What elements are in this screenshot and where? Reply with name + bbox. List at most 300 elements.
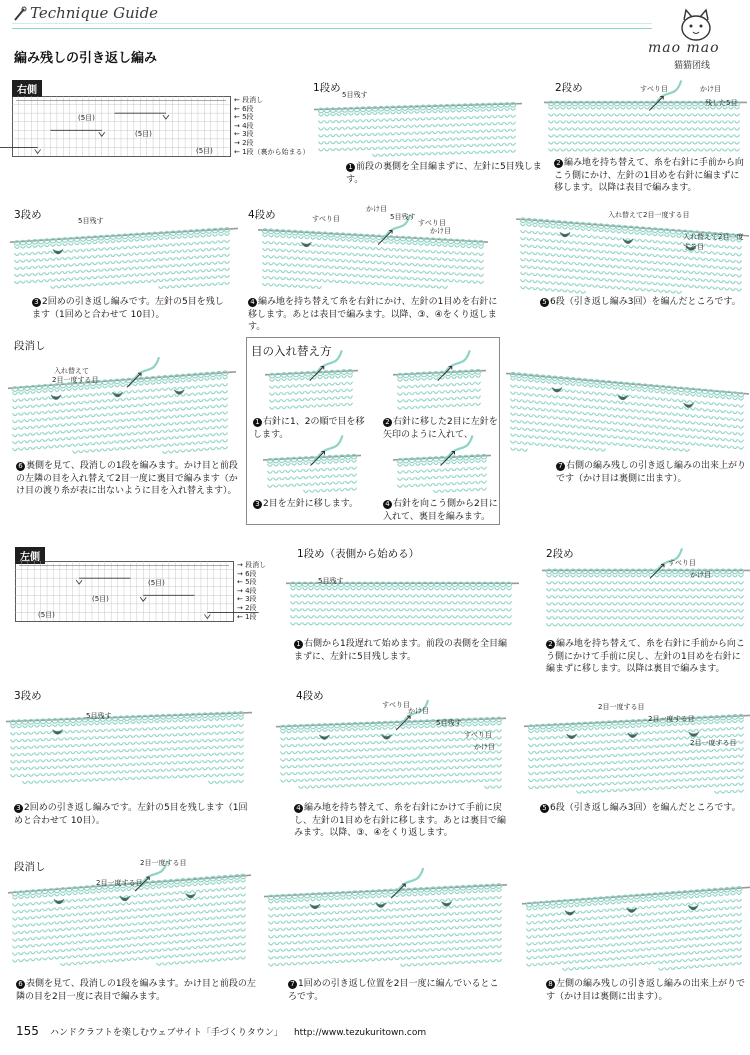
stitch: [673, 574, 678, 577]
stitch: [595, 602, 600, 605]
stitch: [398, 393, 403, 396]
stitch: [293, 250, 298, 253]
stitch: [191, 719, 196, 722]
stitch: [659, 262, 664, 265]
stitch: [63, 250, 68, 253]
stitch: [317, 279, 322, 282]
stitch: [471, 608, 476, 611]
stitch: [117, 240, 122, 243]
stitch: [57, 271, 62, 274]
stitch: [440, 490, 445, 493]
stitch: [300, 398, 305, 401]
stitch: [479, 758, 484, 761]
stitch: [67, 437, 72, 440]
stitch: [535, 380, 540, 383]
stitch: [428, 398, 433, 401]
stitch: [625, 739, 630, 742]
stitch: [197, 746, 202, 749]
stitch: [155, 720, 160, 723]
stitch: [709, 437, 714, 440]
stitch: [607, 726, 612, 729]
stitch: [207, 276, 212, 279]
stitch: [731, 267, 736, 270]
stitch: [637, 760, 642, 763]
stitch: [411, 608, 416, 611]
stitch: [227, 724, 232, 727]
stitch: [721, 595, 726, 598]
step-title: 4段め: [248, 209, 276, 221]
stitch: [281, 235, 286, 238]
stitch: [495, 594, 500, 597]
stitch: [163, 430, 168, 433]
stitch: [340, 488, 345, 491]
stitch: [341, 770, 346, 773]
stitch: [105, 268, 110, 271]
stitch: [59, 759, 64, 762]
stitch: [667, 440, 672, 443]
stitch: [335, 743, 340, 746]
stitch: [41, 738, 46, 741]
stitch: [595, 609, 600, 612]
stitch: [443, 738, 448, 741]
stitch: [342, 375, 347, 378]
stitch: [735, 120, 740, 123]
stitch: [577, 742, 582, 745]
stitch: [47, 759, 52, 762]
stitch: [559, 417, 564, 420]
illustration-label: かけ目: [408, 707, 429, 715]
stitch: [477, 601, 482, 604]
stitch: [491, 765, 496, 768]
stitch: [687, 141, 692, 144]
stitch: [161, 727, 166, 730]
stitch: [609, 148, 614, 151]
stitch: [109, 896, 114, 899]
stitch: [559, 588, 564, 591]
stitch: [61, 423, 66, 426]
stitch: [549, 106, 554, 109]
stitch: [643, 773, 648, 776]
stitch: [733, 727, 738, 730]
stitch: [129, 274, 134, 277]
stitch: [205, 427, 210, 430]
stitch: [559, 729, 564, 732]
stitch: [39, 272, 44, 275]
stitch: [609, 141, 614, 144]
stitch: [679, 609, 684, 612]
stitch: [31, 895, 36, 898]
stitch: [719, 259, 724, 262]
stitch: [345, 622, 350, 625]
stitch: [293, 744, 298, 747]
stitch: [287, 744, 292, 747]
stitch: [171, 236, 176, 239]
stitch: [601, 748, 606, 751]
stitch: [353, 777, 358, 780]
stitch: [667, 786, 672, 789]
stitch: [167, 748, 172, 751]
stitch: [715, 791, 720, 794]
stitch: [647, 275, 652, 278]
stitch: [85, 912, 90, 915]
stitch: [207, 262, 212, 265]
stitch: [569, 262, 574, 265]
stitch: [287, 277, 292, 280]
stitch: [398, 407, 403, 410]
stitch: [555, 113, 560, 116]
stitch: [685, 778, 690, 781]
stitch: [643, 445, 648, 448]
stitch: [371, 748, 376, 751]
stitch: [389, 283, 394, 286]
stitch: [91, 442, 96, 445]
stitch: [107, 750, 112, 753]
stitch: [699, 113, 704, 116]
step-title: 3段め: [14, 690, 42, 702]
stitch: [404, 463, 409, 466]
stitch: [467, 766, 472, 769]
stitch: [171, 257, 176, 260]
stitch: [647, 247, 652, 250]
stitch: [181, 428, 186, 431]
stitch: [73, 906, 78, 909]
stitch: [475, 144, 480, 147]
stitch: [446, 475, 451, 478]
stitch: [673, 434, 678, 437]
stitch: [401, 761, 406, 764]
stitch: [147, 273, 152, 276]
stitch: [595, 755, 600, 758]
stitch: [145, 403, 150, 406]
stitch: [715, 581, 720, 584]
stitch: [659, 269, 664, 272]
stitch: [625, 609, 630, 612]
stitch: [73, 927, 78, 930]
stitch: [477, 587, 482, 590]
stitch: [559, 595, 564, 598]
stitch: [43, 439, 48, 442]
stitch: [699, 120, 704, 123]
stitch: [25, 391, 30, 394]
stitch: [541, 737, 546, 740]
stitch: [139, 439, 144, 442]
stitch: [721, 609, 726, 612]
stitch: [91, 428, 96, 431]
stitch: [398, 485, 403, 488]
stitch: [453, 615, 458, 618]
stitch: [529, 442, 534, 445]
stitch: [157, 956, 162, 959]
stitch: [293, 758, 298, 761]
stitch: [476, 474, 481, 477]
stitch: [613, 415, 618, 418]
stitch: [404, 484, 409, 487]
stitch: [39, 251, 44, 254]
stitch: [195, 256, 200, 259]
stitch: [157, 893, 162, 896]
stitch: [715, 403, 720, 406]
stitch: [579, 134, 584, 137]
stitch: [557, 226, 562, 229]
stitch: [499, 129, 504, 132]
stitch: [347, 253, 352, 256]
stitch: [145, 438, 150, 441]
stitch: [559, 424, 564, 427]
stitch: [169, 892, 174, 895]
stitch: [643, 438, 648, 441]
stitch: [443, 279, 448, 282]
stitch: [263, 248, 268, 251]
stitch: [318, 383, 323, 386]
stitch: [115, 384, 120, 387]
stitch: [13, 399, 18, 402]
stitch: [365, 268, 370, 271]
stitch: [459, 587, 464, 590]
stitch: [193, 449, 198, 452]
stitch: [699, 106, 704, 109]
knit-swatch-drawing: [269, 360, 354, 412]
stitch: [147, 266, 152, 269]
knitting-illustration: [397, 360, 482, 412]
stitch: [55, 424, 60, 427]
stitch: [679, 574, 684, 577]
stitch: [529, 744, 534, 747]
stitch: [129, 239, 134, 242]
stitch: [409, 153, 414, 156]
stitch: [109, 434, 114, 437]
stitch: [675, 120, 680, 123]
stitch: [416, 484, 421, 487]
stitch: [597, 148, 602, 151]
stitch: [351, 615, 356, 618]
stitch: [565, 777, 570, 780]
stitch: [601, 435, 606, 438]
stitch: [131, 749, 136, 752]
stitch: [673, 609, 678, 612]
stitch: [67, 388, 72, 391]
stitch: [458, 397, 463, 400]
stitch: [79, 941, 84, 944]
stitch: [29, 767, 34, 770]
stitch: [355, 147, 360, 150]
stitch: [715, 574, 720, 577]
stitch: [274, 470, 279, 473]
stitch: [416, 470, 421, 473]
stitch: [103, 420, 108, 423]
stitch: [403, 153, 408, 156]
stitch: [697, 443, 702, 446]
stitch: [187, 386, 192, 389]
stitch: [175, 443, 180, 446]
stitch: [601, 755, 606, 758]
stitch: [346, 481, 351, 484]
stitch: [695, 264, 700, 267]
stitch: [223, 383, 228, 386]
stitch: [533, 280, 538, 283]
stitch: [325, 113, 330, 116]
stitch: [395, 283, 400, 286]
stitch: [287, 772, 292, 775]
stitch: [561, 134, 566, 137]
stitch: [165, 251, 170, 254]
stitch: [33, 252, 38, 255]
stitch: [464, 467, 469, 470]
stitch: [631, 725, 636, 728]
stitch: [391, 132, 396, 135]
stitch: [709, 784, 714, 787]
stitch: [101, 764, 106, 767]
stitch: [455, 773, 460, 776]
stitch: [431, 739, 436, 742]
stitch: [499, 122, 504, 125]
stitch: [405, 594, 410, 597]
stitch: [336, 389, 341, 392]
stitch: [291, 608, 296, 611]
stitch: [169, 920, 174, 923]
stitch: [553, 764, 558, 767]
stitch: [422, 470, 427, 473]
stitch: [316, 482, 321, 485]
stitch: [541, 744, 546, 747]
stitch: [113, 771, 118, 774]
stitch: [113, 729, 118, 732]
stitch: [223, 411, 228, 414]
stitch: [673, 420, 678, 423]
stitch: [346, 474, 351, 477]
stitch: [49, 431, 54, 434]
stitch: [334, 474, 339, 477]
stitch: [269, 269, 274, 272]
stitch: [461, 245, 466, 248]
stitch: [569, 255, 574, 258]
stitch: [191, 733, 196, 736]
stitch: [422, 405, 427, 408]
stitch: [103, 925, 108, 928]
stitch: [85, 926, 90, 929]
stitch: [535, 737, 540, 740]
stitch: [517, 441, 522, 444]
stitch: [377, 776, 382, 779]
stitch: [315, 608, 320, 611]
stitch: [349, 113, 354, 116]
stitch: [35, 781, 40, 784]
stitch: [157, 416, 162, 419]
stitch: [133, 418, 138, 421]
stitch: [310, 476, 315, 479]
stitch: [701, 279, 706, 282]
stitch: [619, 443, 624, 446]
stitch: [71, 744, 76, 747]
stitch: [521, 223, 526, 226]
stitch: [721, 791, 726, 794]
stitch: [215, 732, 220, 735]
stitch: [677, 284, 682, 287]
stitch: [133, 390, 138, 393]
stitch: [647, 254, 652, 256]
stitch: [329, 764, 334, 767]
stitch: [37, 397, 42, 400]
stitch: [533, 224, 538, 227]
header-rule: [12, 28, 652, 29]
stitch: [157, 907, 162, 910]
stitch: [617, 265, 622, 268]
stitch: [195, 270, 200, 273]
stitch: [595, 616, 600, 619]
stitch: [434, 391, 439, 394]
stitch: [583, 602, 588, 605]
stitch: [53, 752, 58, 755]
stitch: [663, 148, 668, 151]
stitch: [739, 769, 744, 772]
stitch: [25, 910, 30, 913]
stitch: [447, 587, 452, 590]
step-title: 2段め: [546, 548, 574, 560]
stitch: [427, 152, 432, 155]
stitch: [109, 420, 114, 423]
stitch: [19, 392, 24, 395]
stitch: [359, 770, 364, 773]
stitch: [81, 249, 86, 252]
stitch: [329, 280, 334, 283]
stitch: [331, 141, 336, 144]
stitch: [187, 414, 192, 417]
stitch: [733, 616, 738, 619]
stitch: [145, 936, 150, 939]
stitch: [583, 783, 588, 786]
stitch: [133, 923, 138, 926]
stitch: [31, 391, 36, 394]
stitch: [661, 426, 666, 429]
stitch: [215, 760, 220, 763]
stitch: [115, 433, 120, 436]
stitch: [369, 615, 374, 618]
stitch: [721, 438, 726, 441]
stitch: [139, 390, 144, 393]
knitting-illustration: [14, 210, 234, 290]
stitch: [673, 623, 678, 626]
stitch: [323, 258, 328, 261]
stitch: [729, 141, 734, 144]
stitch: [613, 595, 618, 598]
stitch: [455, 273, 460, 276]
stitch: [71, 751, 76, 754]
stitch: [595, 441, 600, 444]
stitch: [109, 399, 114, 402]
stitch: [309, 615, 314, 618]
stitch: [95, 757, 100, 760]
chart-mark: (5目): [92, 595, 109, 603]
stitch: [55, 403, 60, 406]
stitch: [101, 750, 106, 753]
stitch: [157, 921, 162, 924]
stitch: [605, 286, 610, 289]
stitch: [435, 608, 440, 611]
stitch: [539, 288, 544, 291]
stitch: [299, 236, 304, 239]
stitch: [27, 245, 32, 248]
stitch: [79, 962, 84, 965]
stitch: [435, 594, 440, 597]
stitch: [71, 758, 76, 761]
stitch: [661, 731, 666, 734]
stitch: [559, 602, 564, 605]
stitch: [389, 782, 394, 785]
stitch: [79, 387, 84, 390]
stitch: [197, 767, 202, 770]
stitch: [491, 779, 496, 782]
stitch: [293, 264, 298, 267]
stitch: [431, 278, 436, 281]
